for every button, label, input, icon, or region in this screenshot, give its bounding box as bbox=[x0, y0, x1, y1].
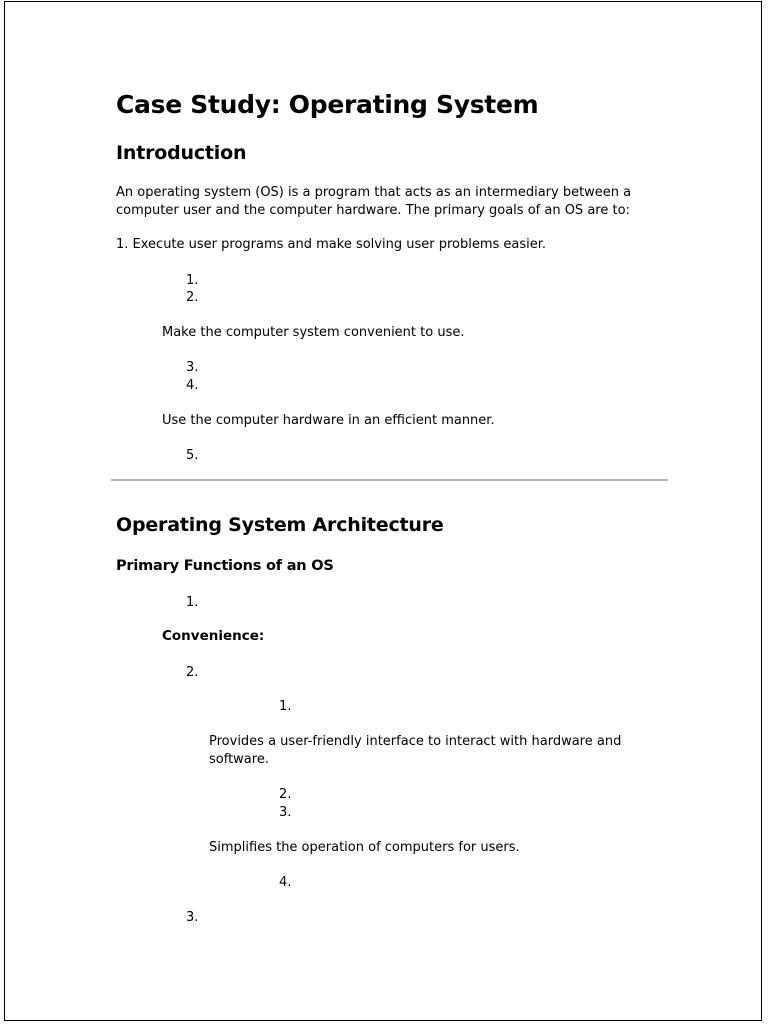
functions-subheading-wrap bbox=[116, 558, 334, 574]
document-title: Case Study: Operating System bbox=[116, 90, 539, 119]
convenience-text-2: Simplifies the operation of computers for users. bbox=[209, 840, 520, 855]
convenience-text-1: Provides a user-friendly interface to interact with hardware and software. bbox=[209, 734, 622, 767]
architecture-heading: Operating System Architecture bbox=[116, 514, 444, 536]
sub-list-marker: 4. bbox=[279, 875, 292, 890]
sub-list-marker: 3. bbox=[279, 805, 292, 820]
goal-2-text: Make the computer system convenient to use. bbox=[162, 325, 465, 340]
sub-list-marker: 2. bbox=[279, 787, 292, 802]
intro-heading-wrap bbox=[116, 142, 246, 164]
convenience-label: Convenience: bbox=[162, 628, 265, 644]
convenience-text-2-wrap bbox=[209, 839, 520, 857]
goal-3-text: Use the computer hardware in an efficient manner. bbox=[162, 413, 495, 428]
architecture-heading-wrap bbox=[116, 514, 444, 536]
goal-1-wrap bbox=[116, 236, 546, 254]
list-marker: 2. bbox=[186, 290, 199, 305]
list-marker: 3. bbox=[186, 910, 199, 925]
list-marker: 1. bbox=[186, 273, 199, 288]
intro-heading: Introduction bbox=[116, 142, 247, 164]
list-marker: 2. bbox=[186, 665, 199, 680]
goal-2-wrap bbox=[162, 324, 464, 342]
section-divider bbox=[111, 479, 668, 481]
intro-paragraph: An operating system (OS) is a program that acts as an intermediary between a computer user and the computer hardware. The primary goals of an OS are to: bbox=[116, 185, 632, 218]
list-marker: 5. bbox=[186, 448, 199, 463]
convenience-text-1-wrap bbox=[209, 733, 629, 769]
goal-1-text: 1. Execute user programs and make solving user problems easier. bbox=[116, 237, 547, 252]
intro-paragraph-wrap bbox=[116, 184, 636, 220]
goal-3-wrap bbox=[162, 412, 495, 430]
list-marker: 3. bbox=[186, 360, 199, 375]
functions-subheading: Primary Functions of an OS bbox=[116, 558, 334, 574]
sub-list-marker: 1. bbox=[279, 699, 292, 714]
list-marker: 1. bbox=[186, 595, 199, 610]
page-title bbox=[116, 90, 538, 119]
list-marker: 4. bbox=[186, 378, 199, 393]
